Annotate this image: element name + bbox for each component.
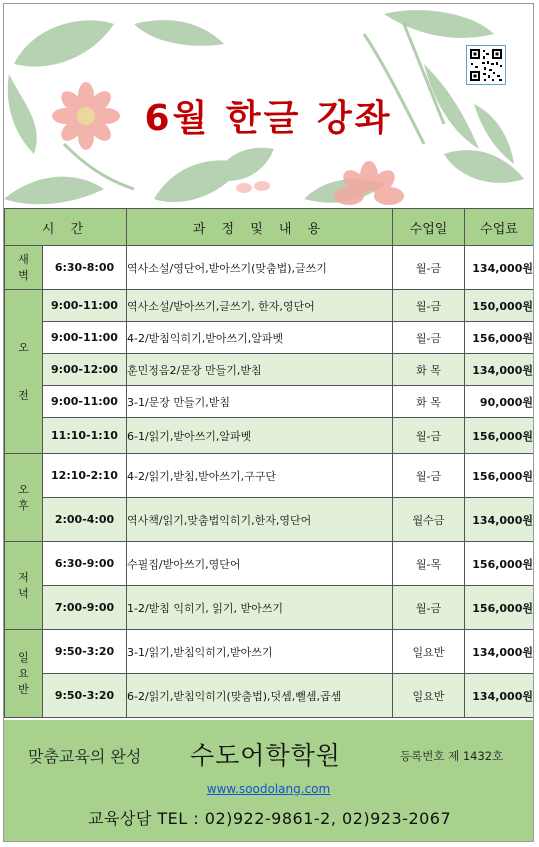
page-title: 6월 한글 강좌	[144, 98, 393, 139]
row-day: 월-금	[393, 586, 465, 630]
row-content: 역사소설/영단어,받아쓰기(맞춤법),글쓰기	[127, 246, 393, 290]
row-time: 9:50-3:20	[43, 630, 127, 674]
row-time: 9:00-11:00	[43, 386, 127, 418]
row-time: 2:00-4:00	[43, 498, 127, 542]
table-row	[5, 322, 534, 354]
row-time: 6:30-9:00	[43, 542, 127, 586]
row-fee: 156,000원	[465, 586, 534, 630]
row-day: 월수금	[393, 498, 465, 542]
row-content: 4-2/읽기,받침,받아쓰기,구구단	[127, 454, 393, 498]
row-fee: 156,000원	[465, 322, 534, 354]
contact-phone: 교육상담 TEL : 02)922-9861-2, 02)923-2067	[88, 809, 452, 828]
qr-code-icon	[466, 45, 506, 85]
group-label-sunday: 일 요 반	[5, 630, 43, 718]
table-row	[5, 418, 534, 454]
schedule-table	[4, 208, 534, 718]
row-fee: 134,000원	[465, 674, 534, 718]
row-fee: 134,000원	[465, 498, 534, 542]
row-time: 9:00-11:00	[43, 322, 127, 354]
table-row	[5, 290, 534, 322]
group-label-morning: 오 전	[5, 290, 43, 454]
footer	[4, 720, 533, 842]
row-day: 일요반	[393, 674, 465, 718]
table-row	[5, 586, 534, 630]
row-content: 3-1/문장 만들기,받침	[127, 386, 393, 418]
registration-number: 등록번호 제 1432호	[400, 749, 504, 763]
row-time: 9:00-11:00	[43, 290, 127, 322]
table-row	[5, 674, 534, 718]
flyer-frame	[3, 3, 534, 842]
table-row	[5, 386, 534, 418]
group-label-afternoon: 오 후	[5, 454, 43, 542]
table-row	[5, 542, 534, 586]
table-row	[5, 630, 534, 674]
header-fee: 수업료	[465, 209, 534, 246]
academy-name: 수도어학학원	[190, 741, 341, 770]
row-fee: 134,000원	[465, 630, 534, 674]
banner	[4, 4, 533, 207]
row-day: 월-금	[393, 290, 465, 322]
row-content: 6-1/읽기,받아쓰기,알파벳	[127, 418, 393, 454]
row-fee: 156,000원	[465, 454, 534, 498]
row-day: 월-금	[393, 322, 465, 354]
row-day: 월-금	[393, 454, 465, 498]
row-content: 훈민정음2/문장 만들기,받침	[127, 354, 393, 386]
row-day: 월-목	[393, 542, 465, 586]
row-fee: 150,000원	[465, 290, 534, 322]
row-fee: 156,000원	[465, 418, 534, 454]
website-link[interactable]: www.soodolang.com	[206, 782, 331, 796]
row-fee: 134,000원	[465, 246, 534, 290]
row-day: 월-금	[393, 418, 465, 454]
row-day: 월-금	[393, 246, 465, 290]
table-header-row	[5, 209, 534, 246]
row-content: 역사책/읽기,맞춤법익히기,한자,영단어	[127, 498, 393, 542]
row-fee: 90,000원	[465, 386, 534, 418]
row-content: 3-1/읽기,받침익히기,받아쓰기	[127, 630, 393, 674]
row-content: 역사소설/받아쓰기,글쓰기, 한자,영단어	[127, 290, 393, 322]
row-fee: 134,000원	[465, 354, 534, 386]
row-time: 12:10-2:10	[43, 454, 127, 498]
row-time: 9:00-12:00	[43, 354, 127, 386]
row-time: 11:10-1:10	[43, 418, 127, 454]
row-content: 1-2/받침 익히기, 읽기, 받아쓰기	[127, 586, 393, 630]
row-content: 6-2/읽기,받침익히기(맞춤법),덧셈,뺄셈,곱셈	[127, 674, 393, 718]
row-day: 화 목	[393, 386, 465, 418]
row-time: 9:50-3:20	[43, 674, 127, 718]
row-day: 화 목	[393, 354, 465, 386]
header-time: 시 간	[5, 209, 127, 246]
header-day: 수업일	[393, 209, 465, 246]
row-day: 일요반	[393, 630, 465, 674]
table-row	[5, 246, 534, 290]
table-row	[5, 354, 534, 386]
table-row	[5, 498, 534, 542]
row-time: 7:00-9:00	[43, 586, 127, 630]
row-fee: 156,000원	[465, 542, 534, 586]
table-row	[5, 454, 534, 498]
group-label-evening: 저 녁	[5, 542, 43, 630]
row-content: 수필집/받아쓰기,영단어	[127, 542, 393, 586]
header-content: 과 정 및 내 용	[127, 209, 393, 246]
row-time: 6:30-8:00	[43, 246, 127, 290]
group-label-dawn: 새 벽	[5, 246, 43, 290]
row-content: 4-2/받침익히기,받아쓰기,알파벳	[127, 322, 393, 354]
slogan: 맞춤교육의 완성	[28, 747, 142, 766]
